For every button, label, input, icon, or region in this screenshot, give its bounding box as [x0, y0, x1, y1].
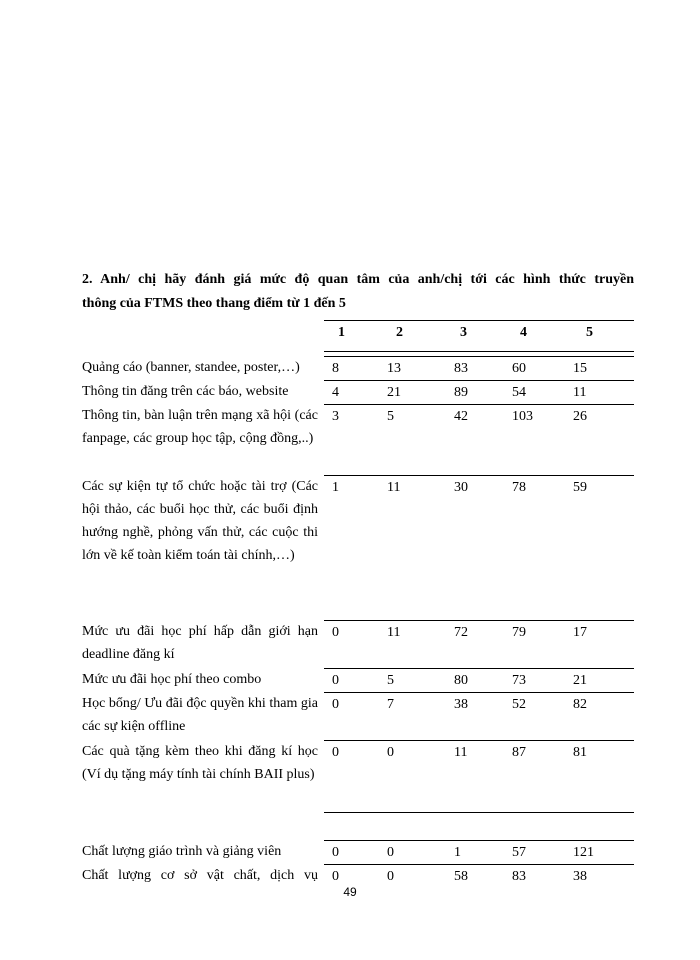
value-cell: 81: [573, 745, 587, 760]
value-cell: 11: [387, 625, 401, 640]
value-cell: 79: [512, 625, 526, 640]
table-row: [82, 475, 634, 593]
row-values: [324, 668, 634, 693]
table-row: [82, 404, 634, 475]
value-cell: 89: [454, 385, 468, 400]
table-row: [82, 668, 634, 692]
row-values: [324, 692, 634, 741]
row-label: Chất lượng giáo trình và giảng viên: [82, 844, 282, 859]
value-cell: 103: [512, 409, 533, 424]
row-values: [324, 620, 634, 669]
value-cell: 11: [573, 385, 587, 400]
value-cell: 83: [512, 869, 526, 884]
row-label: Các quà tặng kèm theo khi đăng kí học (Ví dụ tặng máy tính tài chính BAII plus): [82, 744, 318, 782]
section-divider: [324, 812, 634, 813]
question-heading: [82, 268, 634, 316]
value-cell: 11: [454, 745, 468, 760]
value-cell: 52: [512, 697, 526, 712]
value-cell: 0: [332, 673, 339, 688]
row-values: [324, 740, 634, 813]
value-cell: 0: [332, 697, 339, 712]
value-cell: 5: [387, 409, 394, 424]
table-row: [82, 620, 634, 668]
header-score-1: 1: [338, 325, 345, 340]
value-cell: 60: [512, 361, 526, 376]
row-label: Thông tin, bàn luận trên mạng xã hội (các fanpage, các group học tập, cộng đồng,..): [82, 408, 318, 446]
row-label: Chất lượng cơ sở vật chất, dịch vụ: [82, 868, 318, 883]
table-row: [82, 356, 634, 380]
value-cell: 17: [573, 625, 587, 640]
value-cell: 80: [454, 673, 468, 688]
value-cell: 87: [512, 745, 526, 760]
value-cell: 0: [332, 625, 339, 640]
value-cell: 1: [454, 845, 461, 860]
question-line-1: 2. Anh/ chị hãy đánh giá mức độ quan tâm của anh/chị tới các hình thức truyền: [82, 272, 634, 287]
value-cell: 15: [573, 361, 587, 376]
row-values: [324, 840, 634, 865]
value-cell: 8: [332, 361, 339, 376]
value-cell: 78: [512, 480, 526, 495]
header-score-4: 4: [520, 325, 527, 340]
value-cell: 26: [573, 409, 587, 424]
value-cell: 1: [332, 480, 339, 495]
row-label: Thông tin đăng trên các báo, website: [82, 384, 289, 399]
value-cell: 72: [454, 625, 468, 640]
row-label: Mức ưu đãi học phí theo combo: [82, 672, 262, 687]
value-cell: 54: [512, 385, 526, 400]
row-values: [324, 475, 634, 594]
header-score-3: 3: [460, 325, 467, 340]
value-cell: 0: [332, 745, 339, 760]
value-cell: 38: [573, 869, 587, 884]
table-row: [82, 740, 634, 812]
value-cell: 21: [387, 385, 401, 400]
value-cell: 121: [573, 845, 594, 860]
row-values: [324, 380, 634, 405]
value-cell: 11: [387, 480, 401, 495]
header-score-2: 2: [396, 325, 403, 340]
table-row: [82, 380, 634, 404]
value-cell: 42: [454, 409, 468, 424]
value-cell: 3: [332, 409, 339, 424]
value-cell: 0: [387, 869, 394, 884]
row-values: [324, 404, 634, 476]
value-cell: 0: [332, 869, 339, 884]
header-score-5: 5: [586, 325, 593, 340]
value-cell: 30: [454, 480, 468, 495]
table-header-row: [324, 320, 634, 352]
value-cell: 58: [454, 869, 468, 884]
row-label: Các sự kiện tự tổ chức hoặc tài trợ (Các hội thảo, các buổi học thử, các buổi định hướng nghề, phỏng vấn thử, các cuộc thi lớn về kế toàn kiểm toán tài chính,…): [82, 479, 318, 563]
row-label: Mức ưu đãi học phí hấp dẫn giới hạn deadline đăng kí: [82, 624, 318, 662]
value-cell: 59: [573, 480, 587, 495]
value-cell: 83: [454, 361, 468, 376]
table-row: [82, 840, 634, 864]
question-line-2: thông của FTMS theo thang điểm từ 1 đến 5: [82, 296, 346, 311]
row-label: Học bổng/ Ưu đãi độc quyền khi tham gia các sự kiện offline: [82, 696, 318, 734]
value-cell: 7: [387, 697, 394, 712]
value-cell: 4: [332, 385, 339, 400]
value-cell: 0: [332, 845, 339, 860]
value-cell: 57: [512, 845, 526, 860]
value-cell: 82: [573, 697, 587, 712]
value-cell: 0: [387, 745, 394, 760]
value-cell: 38: [454, 697, 468, 712]
table-row: [82, 692, 634, 740]
value-cell: 13: [387, 361, 401, 376]
value-cell: 21: [573, 673, 587, 688]
value-cell: 0: [387, 845, 394, 860]
page-number: 49: [343, 885, 357, 899]
value-cell: 5: [387, 673, 394, 688]
row-values: [324, 356, 634, 381]
row-label: Quảng cáo (banner, standee, poster,…): [82, 360, 300, 375]
value-cell: 73: [512, 673, 526, 688]
